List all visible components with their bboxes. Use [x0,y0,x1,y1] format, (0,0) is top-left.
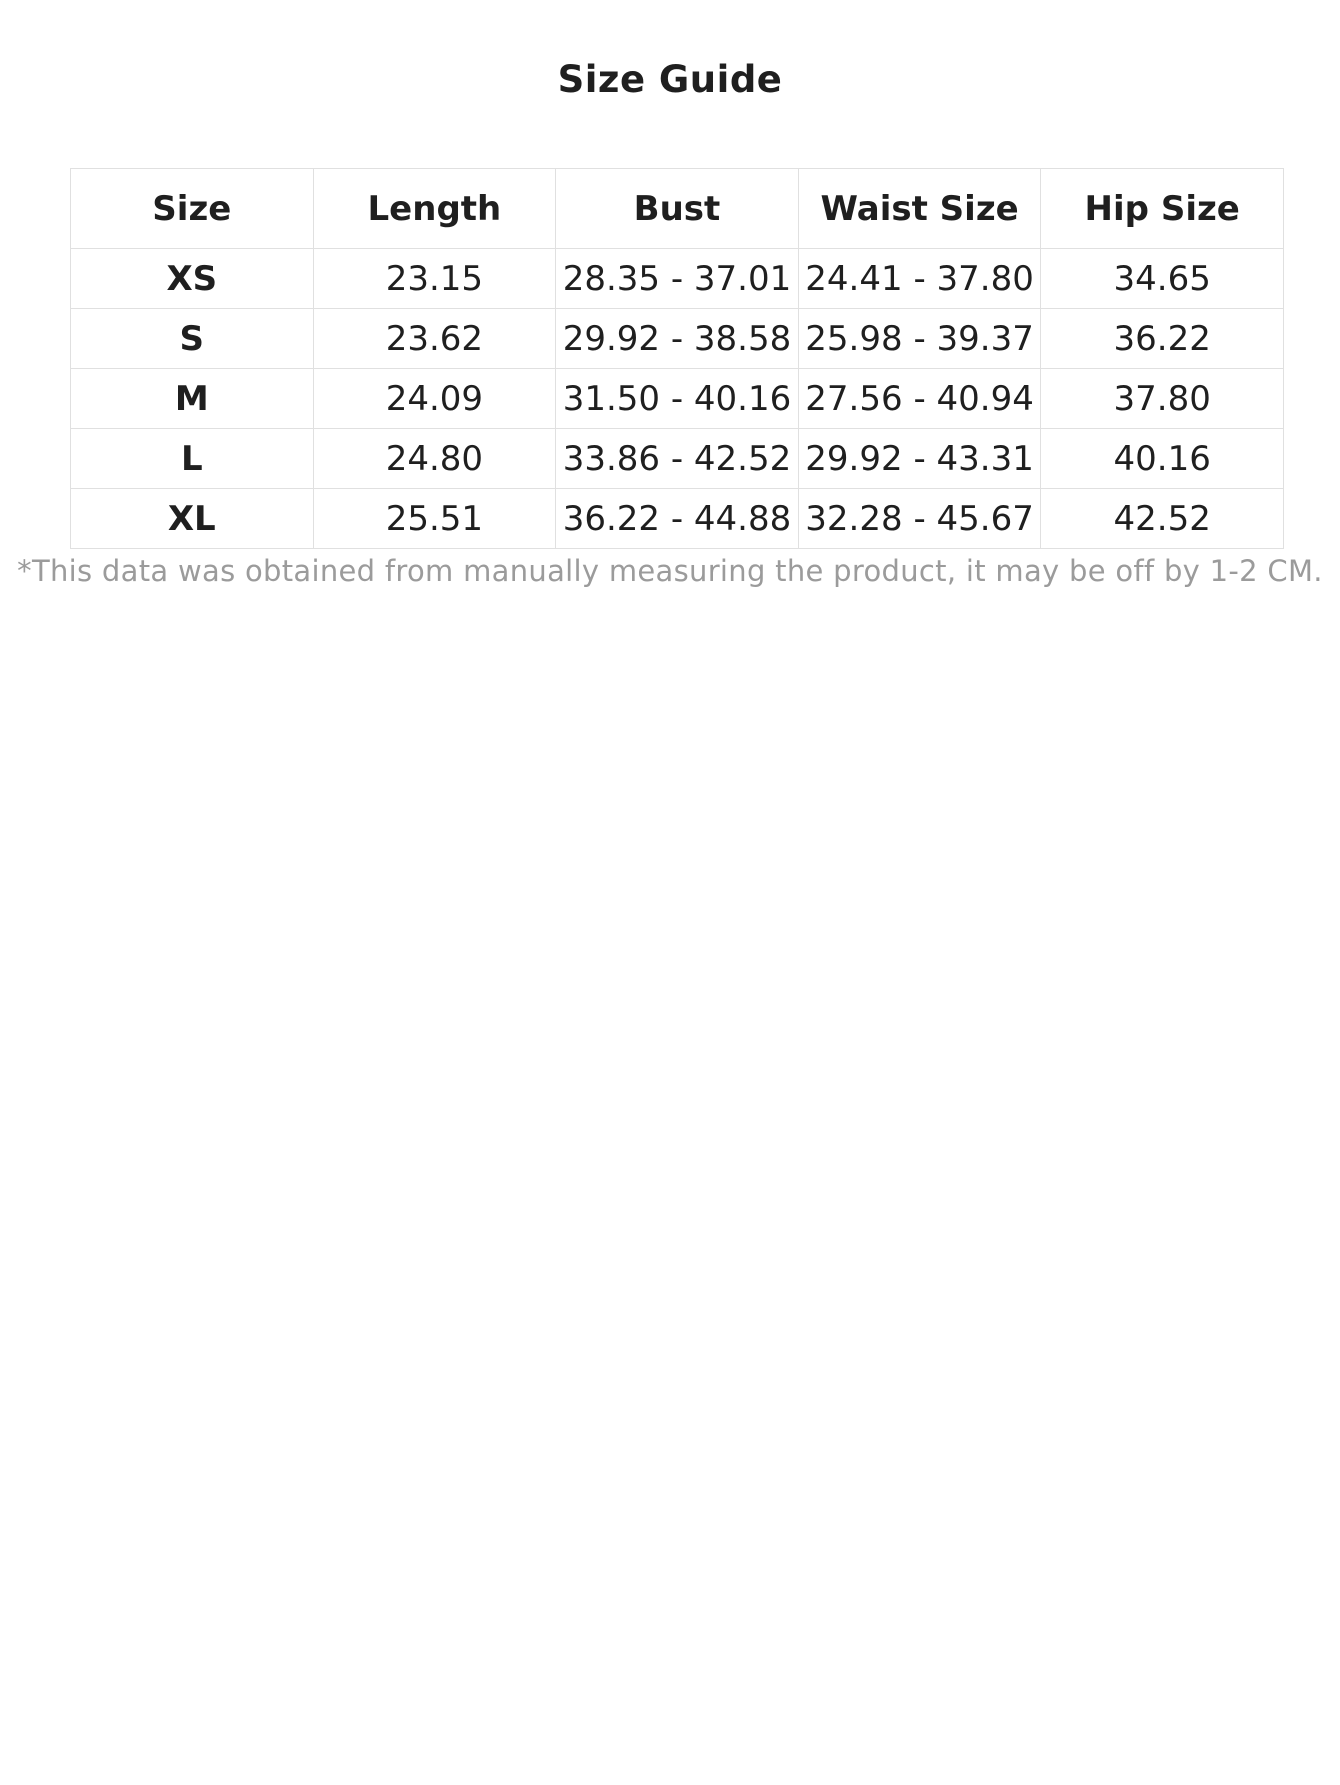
column-header-length: Length [313,169,556,249]
bust-cell: 28.35 - 37.01 [556,249,799,309]
waist-cell: 27.56 - 40.94 [798,369,1041,429]
size-cell: M [71,369,314,429]
size-cell: XL [71,489,314,549]
waist-cell: 32.28 - 45.67 [798,489,1041,549]
waist-cell: 24.41 - 37.80 [798,249,1041,309]
bust-cell: 31.50 - 40.16 [556,369,799,429]
hip-cell: 40.16 [1041,429,1284,489]
length-cell: 24.09 [313,369,556,429]
table-header-row [71,169,1284,249]
page-title: Size Guide [557,58,783,101]
size-cell: XS [71,249,314,309]
table-header [71,169,1284,249]
table-row [71,429,1284,489]
size-guide-table [70,168,1284,549]
length-cell: 23.15 [313,249,556,309]
column-header-size: Size [71,169,314,249]
table-row [71,309,1284,369]
table-body [71,249,1284,549]
hip-cell: 42.52 [1041,489,1284,549]
column-header-hip: Hip Size [1041,169,1284,249]
measurement-disclaimer: *This data was obtained from manually measuring the product, it may be off by 1-2 CM. [17,554,1323,588]
hip-cell: 34.65 [1041,249,1284,309]
waist-cell: 25.98 - 39.37 [798,309,1041,369]
column-header-bust: Bust [556,169,799,249]
bust-cell: 29.92 - 38.58 [556,309,799,369]
hip-cell: 36.22 [1041,309,1284,369]
column-header-waist: Waist Size [798,169,1041,249]
length-cell: 25.51 [313,489,556,549]
bust-cell: 33.86 - 42.52 [556,429,799,489]
table-row [71,369,1284,429]
hip-cell: 37.80 [1041,369,1284,429]
size-cell: S [71,309,314,369]
table-row [71,249,1284,309]
length-cell: 24.80 [313,429,556,489]
waist-cell: 29.92 - 43.31 [798,429,1041,489]
bust-cell: 36.22 - 44.88 [556,489,799,549]
table-row [71,489,1284,549]
size-cell: L [71,429,314,489]
length-cell: 23.62 [313,309,556,369]
